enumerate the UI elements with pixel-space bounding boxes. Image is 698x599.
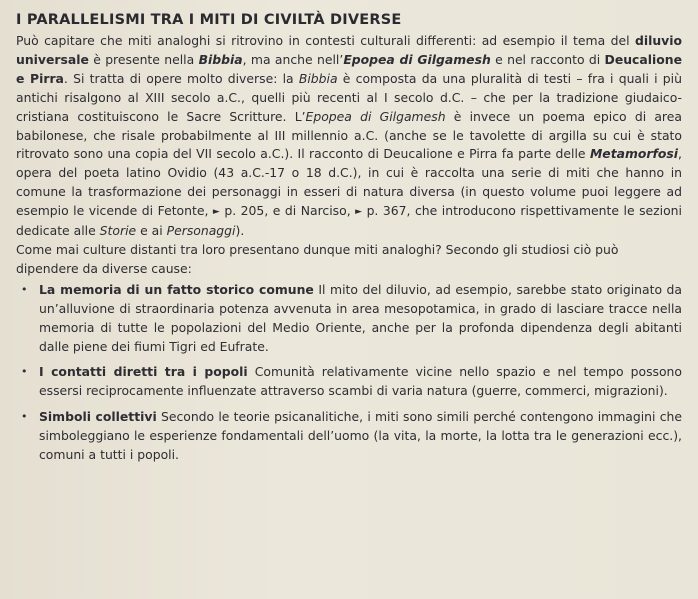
cause-text: Secondo le teorie psicanalitiche, i miti sono simili perché contengono immagini che simboleggiano le esperienze fondamentali dell’uomo (la vita, la morte, la lotta tra le generazioni ecc.), comuni a tutti i popoli.	[39, 409, 682, 463]
italic-personaggi: Personaggi	[166, 223, 236, 239]
section-heading: I PARALLELISMI TRA I MITI DI CIVILTÀ DIVERSE	[16, 12, 402, 28]
cause-text: Il mito del diluvio, ad esempio, sarebbe stato originato da un’alluvione di straordinaria potenza avvenuta in area mesopotamica, in grado di lasciare tracce nella memoria di tutte le popolazioni del Medio Oriente, anche per la profonda dipendenza degli abitanti dalle piene dei fiumi Tigri ed Eufrate.	[39, 281, 683, 354]
causes-list	[16, 281, 682, 465]
italic-bibbia: Bibbia	[298, 70, 338, 86]
italic-storie: Storie	[99, 223, 137, 239]
cause-text: Comunità relativamente vicine nello spazio e nel tempo possono essersi reciprocamente influenzate attraverso scambi di varia natura (guerre, commerci, migrazioni).	[39, 364, 682, 399]
text-run: è presente nella	[88, 51, 199, 67]
list-item	[16, 281, 682, 357]
text-run: , ma anche nell’	[242, 51, 344, 67]
question-paragraph: Come mai culture distanti tra loro presentano dunque miti analoghi? Secondo gli studiosi ciò può dipendere da diverse cause:	[16, 241, 619, 276]
page-reference-arrow-icon: ►	[212, 207, 220, 218]
bullet-icon: •	[21, 365, 28, 379]
text-run: e nel racconto di	[490, 51, 605, 67]
text-run: . Si tratta di opere molto diverse: la	[63, 70, 299, 86]
keyword-diluvio: diluvio universale	[16, 33, 682, 67]
bullet-icon: •	[21, 282, 28, 296]
page-reference-fetonte: p. 205, e di Narciso,	[219, 203, 356, 219]
keyword-gilgamesh: Epopea di Gilgamesh	[343, 51, 491, 67]
text-run: è invece un poema epico di area babilonese, che risale probabilmente al III millennio a.C. (anche se le tavolette di argilla su cui è stato ritrovato sono una copia del VII secolo a.C.). Il racconto di Deucalione e Pirra fa parte delle	[16, 108, 682, 162]
keyword-deucalione: Deucalione e Pirra	[16, 51, 682, 86]
cause-title: La memoria di un fatto storico comune	[39, 281, 314, 297]
text-run: , opera del poeta latino Ovidio (43 a.C.-17 o 18 d.C.), in cui è raccolta una serie di miti che hanno in comune la trasformazione dei personaggi in esseri di natura diversa (in questo volume puoi leggere ad esempio le vicende di Fetonte,	[16, 146, 682, 219]
bullet-icon: •	[21, 410, 28, 424]
text-run: e ai	[136, 223, 167, 239]
list-item	[16, 363, 682, 401]
italic-gilgamesh: Epopea di Gilgamesh	[305, 108, 446, 124]
intro-paragraph	[16, 32, 682, 241]
text-run: ).	[235, 223, 245, 239]
list-item	[16, 408, 682, 465]
text-run: Può capitare che miti analoghi si ritrovino in contesti culturali differenti: ad esempio il tema del	[16, 33, 635, 48]
page-reference-arrow-icon: ►	[355, 207, 363, 218]
keyword-bibbia: Bibbia	[198, 51, 243, 67]
cause-title: I contatti diretti tra i popoli	[39, 364, 248, 380]
page-reference-narciso: p. 367, che introducono rispettivamente le sezioni dedicate alle	[16, 203, 682, 239]
keyword-metamorfosi: Metamorfosi	[589, 146, 679, 162]
cause-title: Simboli collettivi	[39, 409, 157, 425]
text-run: è composta da una pluralità di testi – fra i quali i più antichi risalgono al XIII secolo a.C., quelli più recenti al I secolo d.C. – che per la tradizione giudaico-cristiana costituiscono le Sacre Scritture. L’	[16, 70, 682, 124]
